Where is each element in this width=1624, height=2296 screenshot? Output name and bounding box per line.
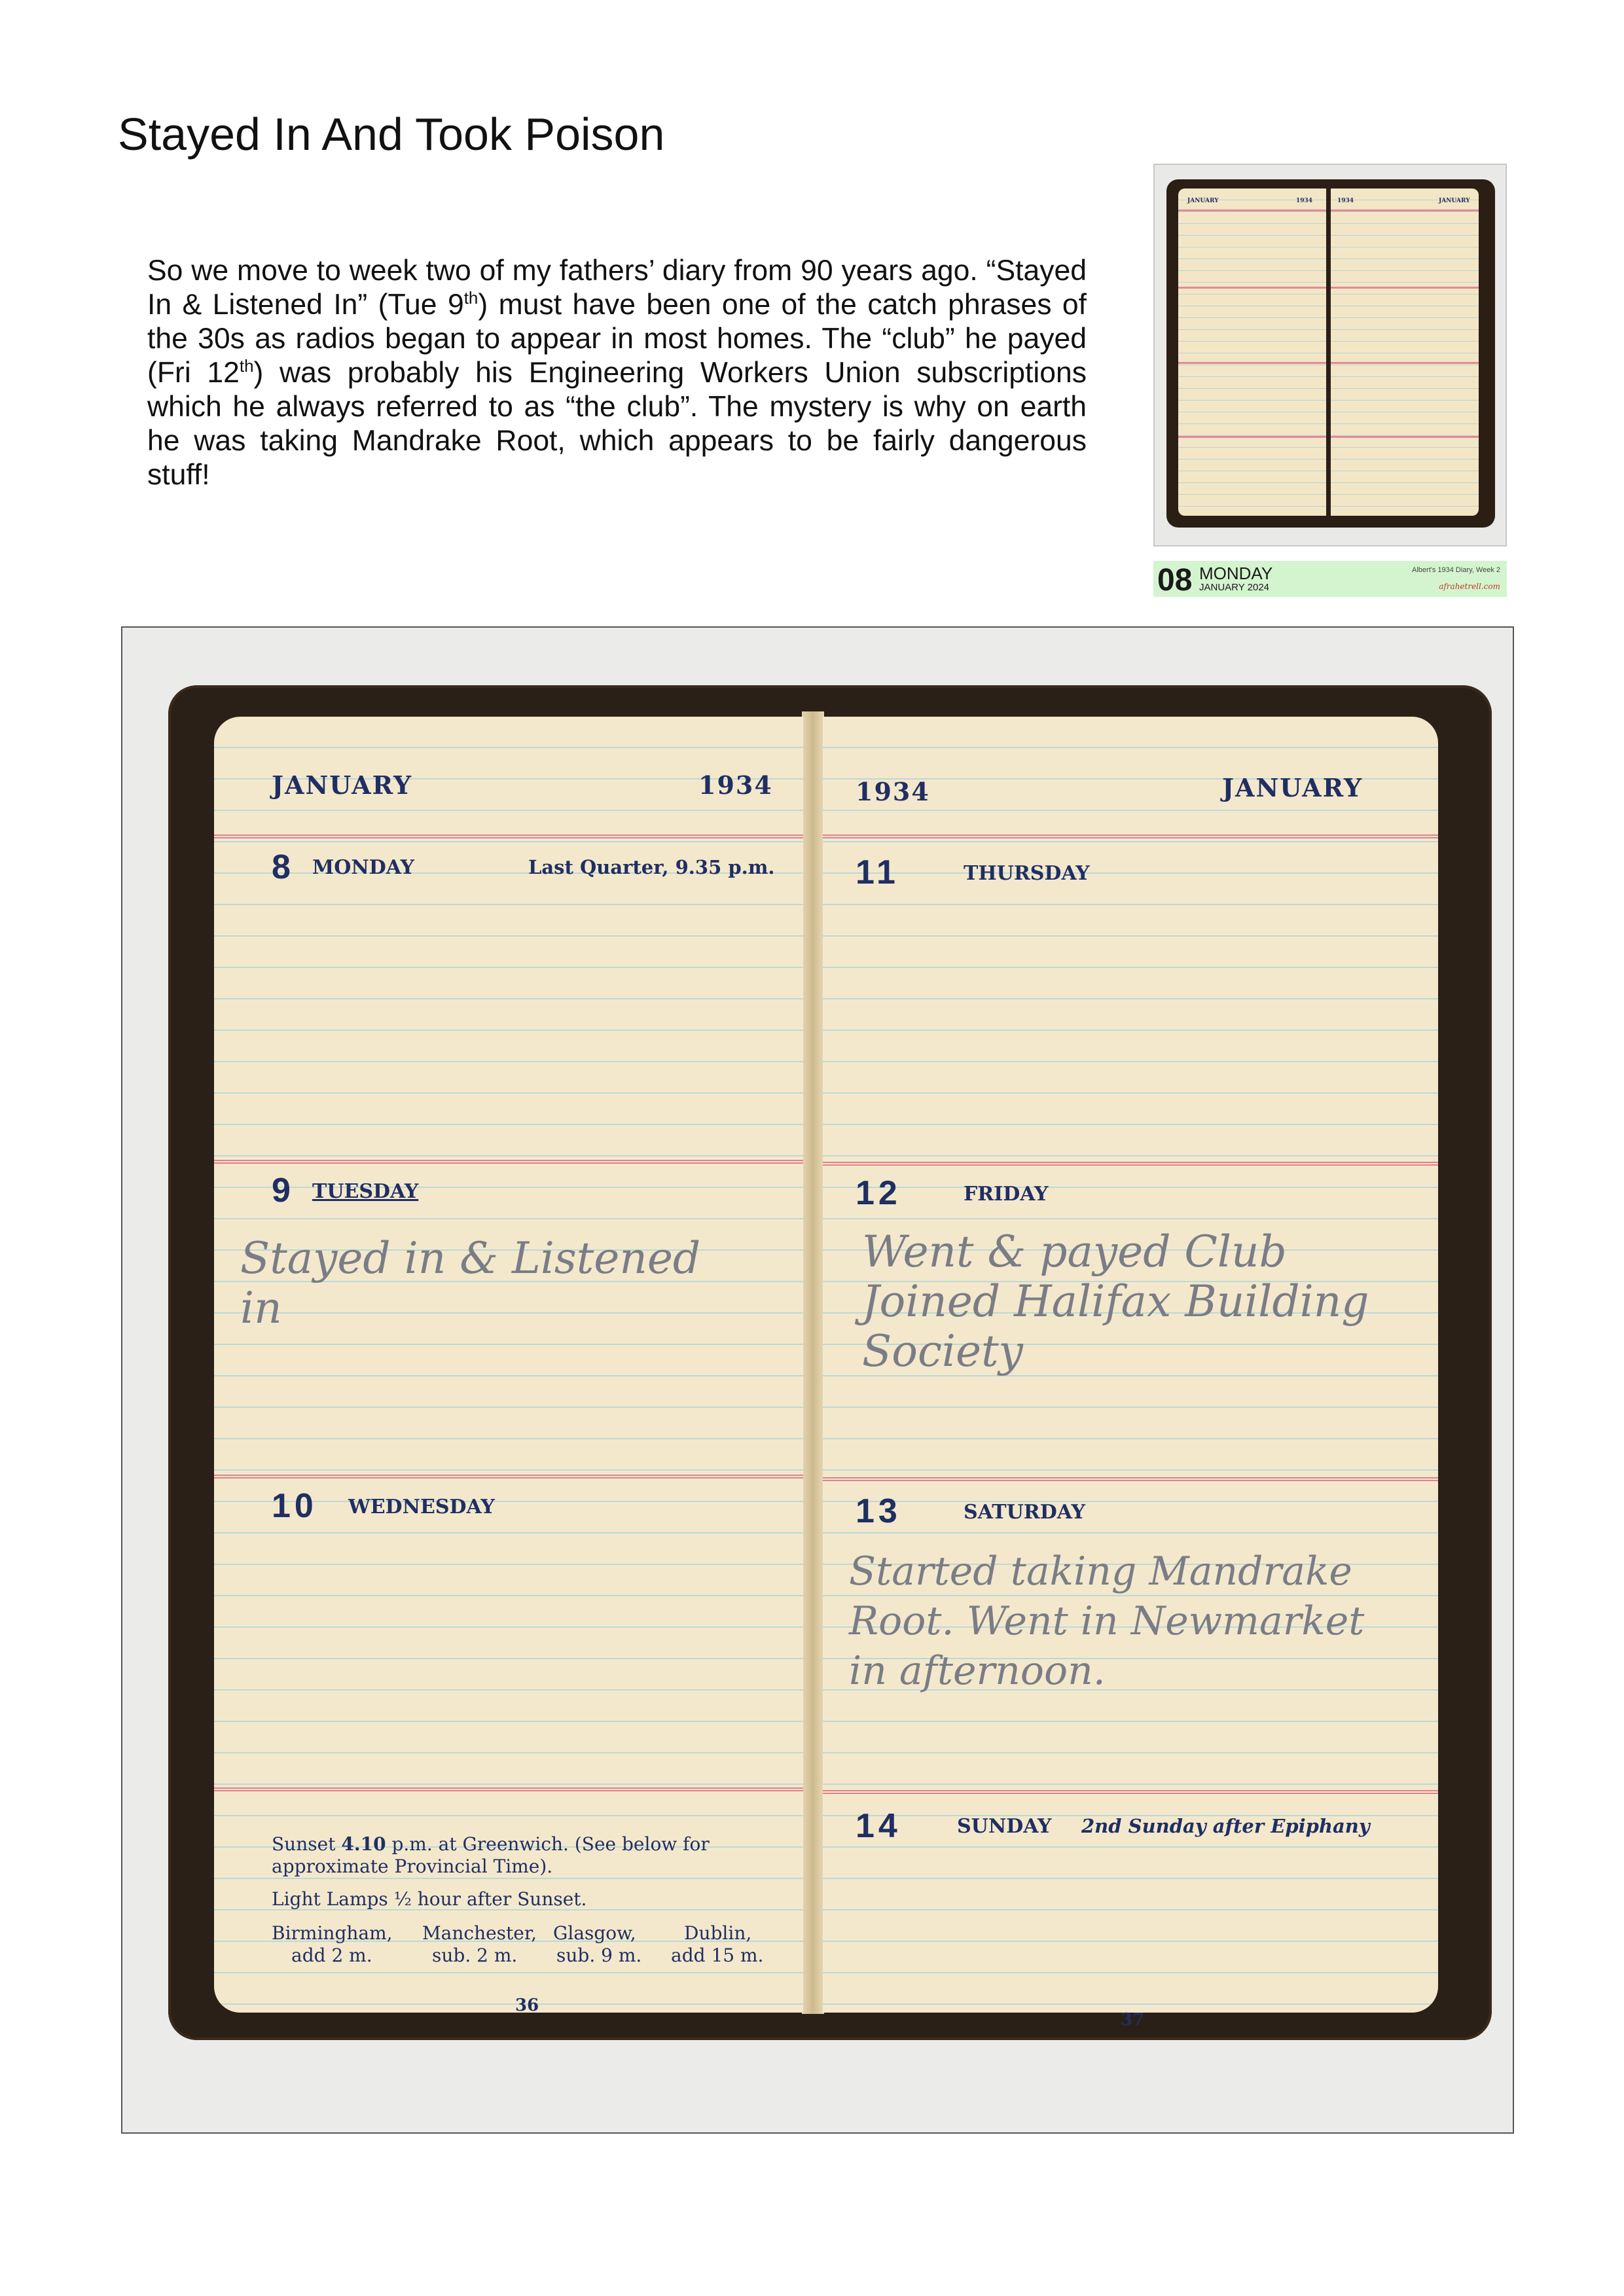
thumbnail-book	[1166, 179, 1495, 528]
day-14-number: 14	[856, 1807, 901, 1845]
banner-day: 08	[1157, 563, 1193, 598]
day-11-number: 11	[856, 853, 899, 891]
page-number-right: 37	[1121, 2010, 1145, 2030]
day-8-name: MONDAY	[312, 856, 414, 879]
day-13-handwriting: Started taking Mandrake Root. Went in Newmarket in afternoon.	[849, 1549, 1365, 1694]
banner-site: afrahetrell.com	[1439, 582, 1500, 591]
diary-book	[168, 685, 1492, 2040]
day-9-name: TUESDAY	[312, 1180, 419, 1203]
day-14-name: SUNDAY	[957, 1815, 1052, 1838]
page-title: Stayed In And Took Poison	[118, 109, 665, 160]
banner-month-year: JANUARY 2024	[1199, 582, 1270, 593]
thumb-month-right: JANUARY	[1439, 198, 1470, 204]
banner-weekday: MONDAY	[1199, 564, 1273, 583]
left-header-month: JANUARY	[272, 770, 413, 800]
date-banner	[1153, 561, 1507, 597]
sunset-note: Sunset 4.10 p.m. at Greenwich. (See below for approximate Provincial Time).	[272, 1833, 710, 1877]
day-9-number: 9	[272, 1172, 295, 1210]
day-10-number: 10	[272, 1487, 317, 1525]
day-8-number: 8	[272, 848, 295, 886]
day-12-name: FRIDAY	[964, 1183, 1049, 1206]
thumbnail-right-page	[1331, 188, 1479, 516]
book-gutter	[802, 711, 824, 2014]
day-12-number: 12	[856, 1174, 901, 1212]
diary-photo	[121, 626, 1514, 2134]
day-8-note: Last Quarter, 9.35 p.m.	[528, 856, 775, 878]
banner-caption: Albert's 1934 Diary, Week 2	[1412, 566, 1500, 574]
thumb-year-right: 1934	[1337, 198, 1354, 204]
day-12-handwriting: Went & payed Club Joined Halifax Building Society	[862, 1227, 1369, 1376]
day-14-note: 2nd Sunday after Epiphany	[1081, 1815, 1370, 1837]
day-13-name: SATURDAY	[964, 1501, 1085, 1524]
day-11-name: THURSDAY	[964, 862, 1090, 885]
light-lamps-note: Light Lamps ½ hour after Sunset.	[272, 1888, 587, 1910]
page-number-left: 36	[515, 1996, 539, 2015]
diary-right-page	[823, 717, 1438, 2030]
diary-left-page: JANUARY 1934 8 MONDAY Last Quarter, 9.35 p.m. 9 TUESDAY Stayed in & Listened in 10 WEDNESDAY Sunset 4.10 p.m. at Greenwich. (See below for approximate Provincial Time). Light Lamps ½ hour after Sunset. Birmingham, Manchester, Glasgow, Dublin, add 2 m. sub. 2 m. sub. 9 m. add 15 m. 36	[214, 717, 803, 2013]
right-header-year: 1934	[856, 777, 930, 806]
thumbnail-left-page	[1178, 188, 1326, 516]
thumb-month-left: JANUARY	[1187, 198, 1219, 204]
right-header-month: JANUARY	[1222, 773, 1363, 802]
thumb-year-left: 1934	[1296, 198, 1313, 204]
left-header-year: 1934	[698, 770, 773, 800]
intro-paragraph: So we move to week two of my fathers’ diary from 90 years ago. “Stayed In & Listened In” (Tue 9th) must have been one of the catch phrases of the 30s as radios began to appear in most homes. The “club” he payed (Fri 12th) was probably his Engineering Workers Union subscriptions which he always referred to as “the club”. The mystery is why on earth he was taking Mandrake Root, which appears to be fairly dangerous stuff!	[147, 255, 1087, 491]
day-9-handwriting: Stayed in & Listened in	[240, 1233, 701, 1333]
diary-thumbnail	[1153, 164, 1507, 547]
day-13-number: 13	[856, 1492, 901, 1530]
day-10-name: WEDNESDAY	[348, 1496, 495, 1518]
